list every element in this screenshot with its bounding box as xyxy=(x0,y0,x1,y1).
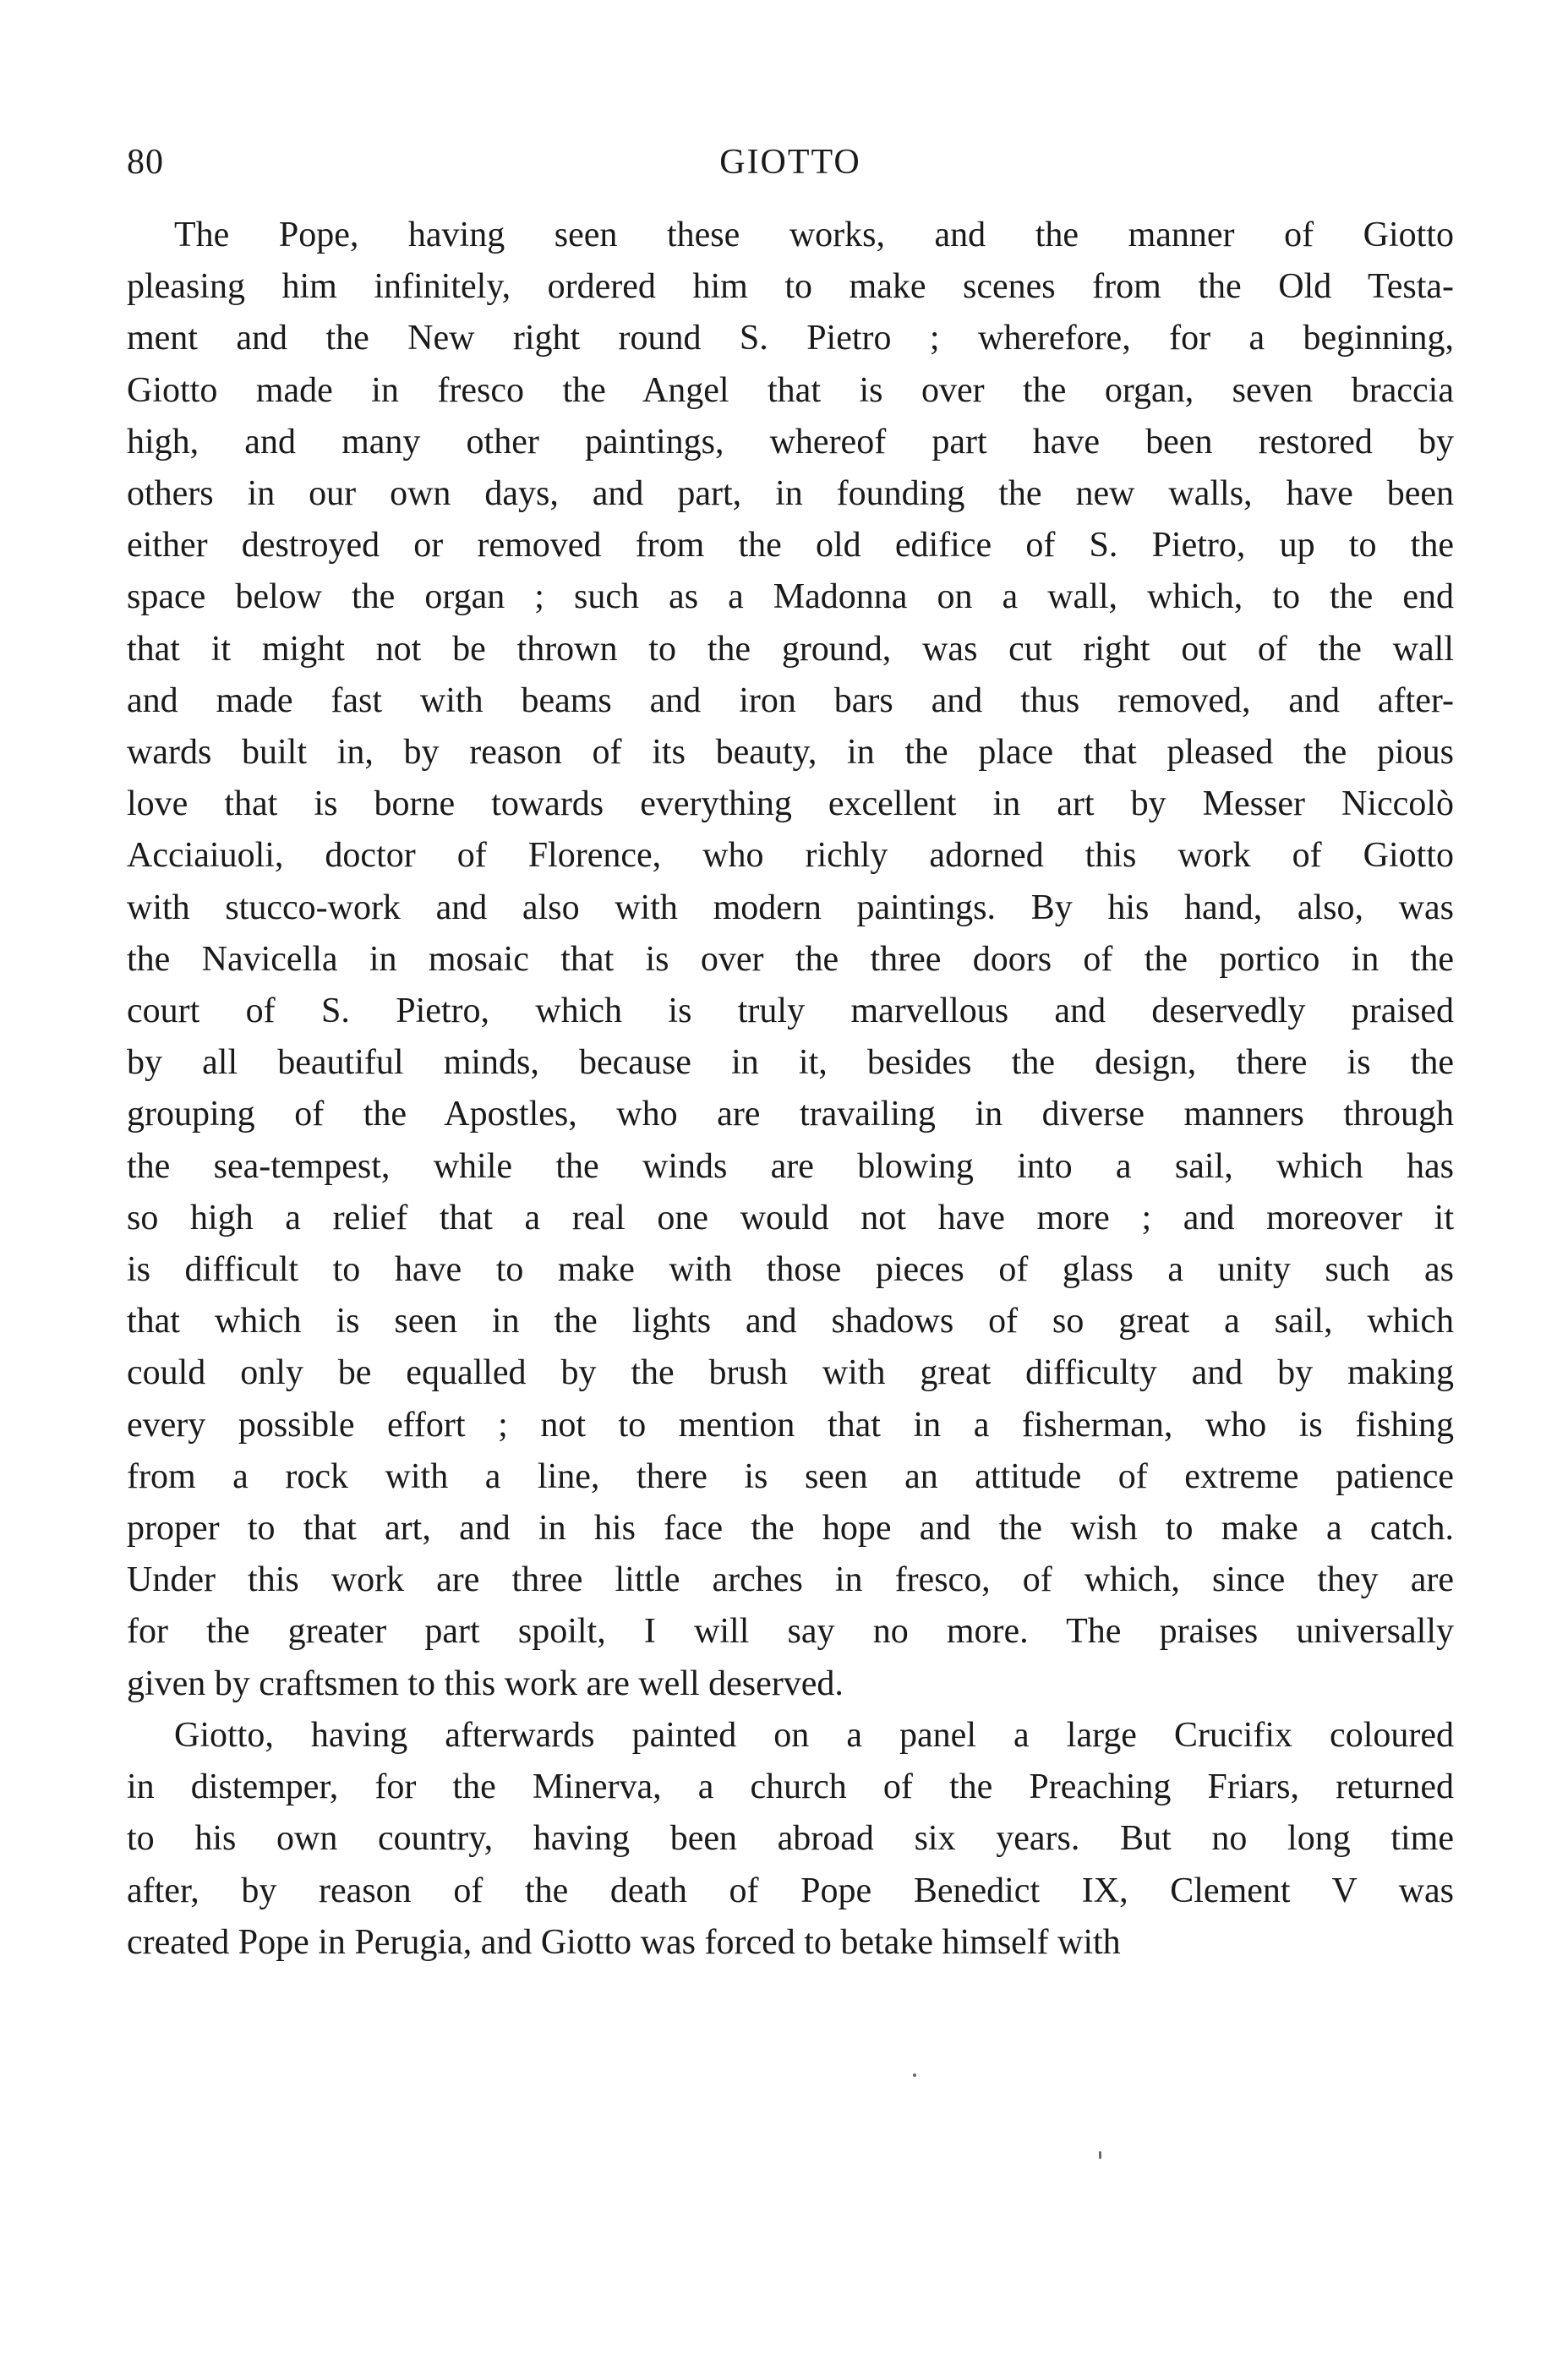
text-line: love that is borne towards everything excellent in art by Messer Niccolò xyxy=(127,784,1454,824)
running-head xyxy=(127,127,1454,186)
text-line: proper to that art, and in his face the hope and the wish to make a catch. xyxy=(127,1509,1454,1549)
text-line: the sea-tempest, while the winds are blowing into a sail, which has xyxy=(127,1146,1454,1186)
text-line: by all beautiful minds, because in it, besides the design, there is the xyxy=(127,1043,1454,1083)
text-line: that which is seen in the lights and shadows of so great a sail, which xyxy=(127,1302,1454,1341)
text-line: grouping of the Apostles, who are travailing in diverse manners through xyxy=(127,1095,1454,1134)
body-text xyxy=(127,210,1454,1969)
text-line: pleasing him infinitely, ordered him to make scenes from the Old Testa- xyxy=(127,267,1454,307)
text-line: with stucco-work and also with modern paintings. By his hand, also, was xyxy=(127,888,1454,927)
text-line: after, by reason of the death of Pope Benedict IX, Clement V was xyxy=(127,1871,1454,1910)
page-number: 80 xyxy=(127,143,164,182)
text-line: created Pope in Perugia, and Giotto was forced to betake himself with xyxy=(127,1922,1121,1962)
paragraph-2 xyxy=(127,1710,1454,1969)
text-line: so high a relief that a real one would not have more ; and moreover it xyxy=(127,1198,1454,1237)
text-line: ment and the New right round S. Pietro ; wherefore, for a beginning, xyxy=(127,319,1454,358)
book-page xyxy=(127,127,1454,1969)
text-line: Giotto, having afterwards painted on a panel a large Crucifix coloured xyxy=(174,1715,1454,1755)
text-line: given by craftsmen to this work are well deserved. xyxy=(127,1664,844,1703)
paragraph-1 xyxy=(127,210,1454,1710)
text-line: Under this work are three little arches in fresco, of which, since they are xyxy=(127,1560,1454,1600)
running-title: GIOTTO xyxy=(719,143,861,182)
text-line: court of S. Pietro, which is truly marvellous and deservedly praised xyxy=(127,992,1454,1031)
text-line: others in our own days, and part, in founding the new walls, have been xyxy=(127,474,1454,514)
text-line: from a rock with a line, there is seen an attitude of extreme patience xyxy=(127,1456,1454,1496)
text-line: in distemper, for the Minerva, a church of the Preaching Friars, returned xyxy=(127,1767,1454,1807)
text-line: that it might not be thrown to the ground, was cut right out of the wall xyxy=(127,629,1454,669)
text-line: could only be equalled by the brush with great difficulty and by making xyxy=(127,1353,1454,1393)
text-line: high, and many other paintings, whereof part have been restored by xyxy=(127,422,1454,462)
text-line: Acciaiuoli, doctor of Florence, who richly adorned this work of Giotto xyxy=(127,836,1454,876)
text-line: is difficult to have to make with those pieces of glass a unity such as xyxy=(127,1250,1454,1290)
text-line: Giotto made in fresco the Angel that is over the organ, seven braccia xyxy=(127,370,1454,410)
scan-speck xyxy=(913,2073,916,2077)
scan-speck xyxy=(1099,2151,1101,2159)
text-line: The Pope, having seen these works, and the manner of Giotto xyxy=(174,216,1454,254)
text-line: for the greater part spoilt, I will say no more. The praises universally xyxy=(127,1612,1454,1652)
text-line: and made fast with beams and iron bars and thus removed, and after- xyxy=(127,680,1454,720)
text-line: space below the organ ; such as a Madonna on a wall, which, to the end xyxy=(127,577,1454,617)
text-line: wards built in, by reason of its beauty, in the place that pleased the pious xyxy=(127,733,1454,773)
text-line: to his own country, having been abroad six years. But no long time xyxy=(127,1819,1454,1859)
text-line: the Navicella in mosaic that is over the three doors of the portico in the xyxy=(127,939,1454,979)
text-line: every possible effort ; not to mention that in a fisherman, who is fishing xyxy=(127,1405,1454,1445)
text-line: either destroyed or removed from the old edifice of S. Pietro, up to the xyxy=(127,526,1454,565)
